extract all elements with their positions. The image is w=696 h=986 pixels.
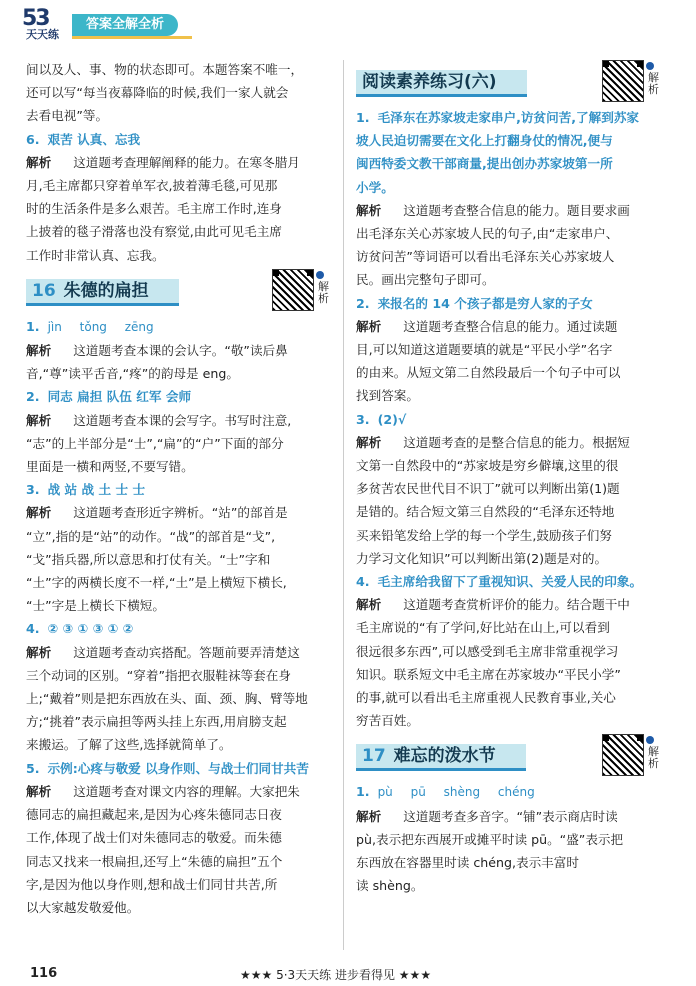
analysis-line: 目,可以知道这道题要填的就是“平民小学”名字 xyxy=(356,342,613,358)
analysis-line: 解析 这道题考查赏析评价的能力。结合题干中 xyxy=(356,597,630,613)
analysis-line: 三个动词的区别。“穿着”指把衣服鞋袜等套在身 xyxy=(26,667,291,683)
analysis-line: “立”,指的是“站”的动作。“战”的部首是“戈”, xyxy=(26,528,276,544)
play-icon xyxy=(316,271,324,279)
intro-line: 去看电视”等。 xyxy=(26,108,109,124)
analysis-line: 的由来。从短文第二自然段最后一个句子中可以 xyxy=(356,365,621,381)
question-4: 4. 毛主席给我留下了重视知识、关爱人民的印象。 xyxy=(356,574,643,590)
analysis-line: 知识。联系短文中毛主席在苏家坡办“平民小学” xyxy=(356,666,621,682)
logo-subtitle: 天天练 xyxy=(26,28,59,41)
intro-line: 还可以写“每当夜幕降临的时候,我们一家人就会 xyxy=(26,85,289,101)
analysis-line: “志”的上半部分是“士”,“扁”的“户”下面的部分 xyxy=(26,435,284,451)
play-icon xyxy=(646,736,654,744)
analysis-line: 同志又找来一根扁担,还写上“朱德的扁担”五个 xyxy=(26,853,283,869)
analysis-line: 买来铅笔发给上学的每一个学生,鼓励孩子们努 xyxy=(356,527,612,543)
section-title: 16 朱德的扁担 xyxy=(26,279,179,306)
analysis-line: “戈”指兵器,所以意思和打仗有关。“士”字和 xyxy=(26,551,271,567)
analysis-line: 工作时非常认真、忘我。 xyxy=(26,247,165,263)
analysis-line: 解析 这道题考查对课文内容的理解。大家把朱 xyxy=(26,783,300,799)
question-2: 2. 来报名的 14 个孩子都是穷人家的子女 xyxy=(356,295,593,311)
right-column xyxy=(356,58,670,898)
analysis-line: 民。画出完整句子即可。 xyxy=(356,272,495,288)
section-header-reading xyxy=(356,64,670,102)
qr-code-icon[interactable] xyxy=(602,60,644,102)
analysis-line: 解析 这道题考查本课的会认字。“敬”读后鼻 xyxy=(26,343,288,359)
header-underline xyxy=(72,36,192,39)
section-title: 阅读素养练习(六) xyxy=(356,70,527,97)
left-column xyxy=(26,58,332,919)
qr-label: 解析 xyxy=(648,745,659,771)
analysis-line: 上;“戴着”则是把东西放在头、面、颈、胸、臂等地 xyxy=(26,691,308,707)
section-title: 17 难忘的泼水节 xyxy=(356,744,526,771)
analysis-line: 方;“挑着”表示扁担等两头挂上东西,用肩膀支起 xyxy=(26,714,287,730)
analysis-line: 出毛泽东关心苏家坡人民的句子,由“走家串户、 xyxy=(356,226,619,242)
qr-label: 解析 xyxy=(648,71,659,96)
analysis-line: 力学习文化知识”可以判断出第(2)题是对的。 xyxy=(356,550,608,566)
analysis-line: 解析 这道题考查整合信息的能力。通过读题 xyxy=(356,318,618,334)
logo-number: 53 xyxy=(22,6,49,31)
analysis-line: “士”字是上横长下横短。 xyxy=(26,598,165,614)
qr-label: 解析 xyxy=(318,279,329,305)
question-6: 6. 艰苦 认真、忘我 xyxy=(26,131,141,147)
analysis-line: 的事,就可以看出毛主席重视人民教育事业,关心 xyxy=(356,690,616,706)
analysis-line: 音,“尊”读平舌音,“疼”的韵母是 eng。 xyxy=(26,366,239,382)
column-divider xyxy=(343,60,344,950)
answer-line: 闽西特委文教干部商量,提出创办苏家坡第一所 xyxy=(356,156,613,172)
question-5: 5. 示例:心疼与敬爱 以身作则、与战士们同甘共苦 xyxy=(26,760,309,776)
analysis-line: 里面是一横和两竖,不要写错。 xyxy=(26,459,194,475)
question-1: 1. 毛泽东在苏家坡走家串户,访贫问苦,了解到苏家 xyxy=(356,110,640,125)
analysis-line: 解析 这道题考查整合信息的能力。题目要求画 xyxy=(356,202,630,218)
section-header-16 xyxy=(26,273,332,311)
qr-code-icon[interactable] xyxy=(272,269,314,311)
question-1: 1. pù pū shèng chéng xyxy=(356,784,535,800)
analysis-line: 文第一自然段中的“苏家坡是穷乡僻壤,这里的很 xyxy=(356,458,619,474)
analysis-line: 多贫苦农民世代目不识丁”就可以判断出第(1)题 xyxy=(356,481,620,497)
analysis-line: 时的生活条件是多么艰苦。毛主席工作时,连身 xyxy=(26,201,282,217)
analysis-line: 很远很多东西”,可以感受到毛主席非常重视学习 xyxy=(356,643,619,659)
question-4: 4. ② ③ ① ③ ① ② xyxy=(26,621,134,637)
analysis-line: 访贫问苦”等词语可以看出毛泽东关心苏家坡人 xyxy=(356,249,615,265)
analysis-line: “土”字的两横长度不一样,“土”是上横短下横长, xyxy=(26,575,287,591)
analysis-line: 东西放在容器里时读 chéng,表示丰富时 xyxy=(356,855,579,871)
analysis-line: 德同志的扁担藏起来,是因为心疼朱德同志日夜 xyxy=(26,807,282,823)
analysis-line: 解析 这道题考查理解阐释的能力。在寒冬腊月 xyxy=(26,154,300,170)
analysis-line: 是错的。结合短文第三自然段的“毛泽东还特地 xyxy=(356,504,615,520)
question-3: 3. 战 站 战 土 士 士 xyxy=(26,482,146,498)
question-3: 3. (2)√ xyxy=(356,411,407,427)
analysis-line: 工作,体现了战士们对朱德同志的敬爱。而朱德 xyxy=(26,830,282,846)
analysis-line: 解析 这道题考查本课的会写字。书写时注意, xyxy=(26,412,292,428)
footer-slogan: ★★★ 5·3天天练 进步看得见 ★★★ xyxy=(240,968,432,982)
analysis-line: 以大家越发敬爱他。 xyxy=(26,899,140,915)
brand-logo xyxy=(22,8,70,40)
analysis-line: 穷苦百姓。 xyxy=(356,713,419,729)
question-1: 1. jìn tǒng zēng xyxy=(26,318,154,334)
analysis-line: 解析 这道题考查的是整合信息的能力。根据短 xyxy=(356,434,630,450)
question-2: 2. 同志 扁担 队伍 红军 会师 xyxy=(26,389,192,405)
analysis-line: 解析 这道题考查形近字辨析。“站”的部首是 xyxy=(26,505,288,521)
intro-line: 间以及人、事、物的状态即可。本题答案不唯一， xyxy=(26,62,304,77)
play-icon xyxy=(646,62,654,70)
qr-code-icon[interactable] xyxy=(602,734,644,776)
analysis-line: pù,表示把东西展开或摊平时读 pū。“盛”表示把 xyxy=(356,831,624,847)
header-tag: 答案全解全析 xyxy=(72,14,178,36)
analysis-line: 毛主席说的“有了学问,好比站在山上,可以看到 xyxy=(356,620,610,636)
analysis-line: 解析 这道题考查动宾搭配。答题前要弄清楚这 xyxy=(26,644,300,660)
analysis-line: 来搬运。了解了这些,选择就简单了。 xyxy=(26,737,232,753)
analysis-line: 上披着的毯子滑落也没有察觉,由此可见毛主席 xyxy=(26,224,282,240)
section-header-17 xyxy=(356,738,670,776)
analysis-line: 字,是因为他以身作则,想和战士们同甘共苦,所 xyxy=(26,876,278,892)
analysis-line: 读 shèng。 xyxy=(356,878,424,894)
analysis-line: 找到答案。 xyxy=(356,388,419,404)
page-number: 116 xyxy=(30,966,58,981)
analysis-line: 月,毛主席都只穿着单军衣,披着薄毛毯,可见那 xyxy=(26,178,278,194)
analysis-line: 解析 这道题考查多音字。“铺”表示商店时读 xyxy=(356,808,618,824)
answer-line: 坡人民迫切需要在文化上打翻身仗的情况,便与 xyxy=(356,133,613,149)
answer-line: 小学。 xyxy=(356,179,394,195)
